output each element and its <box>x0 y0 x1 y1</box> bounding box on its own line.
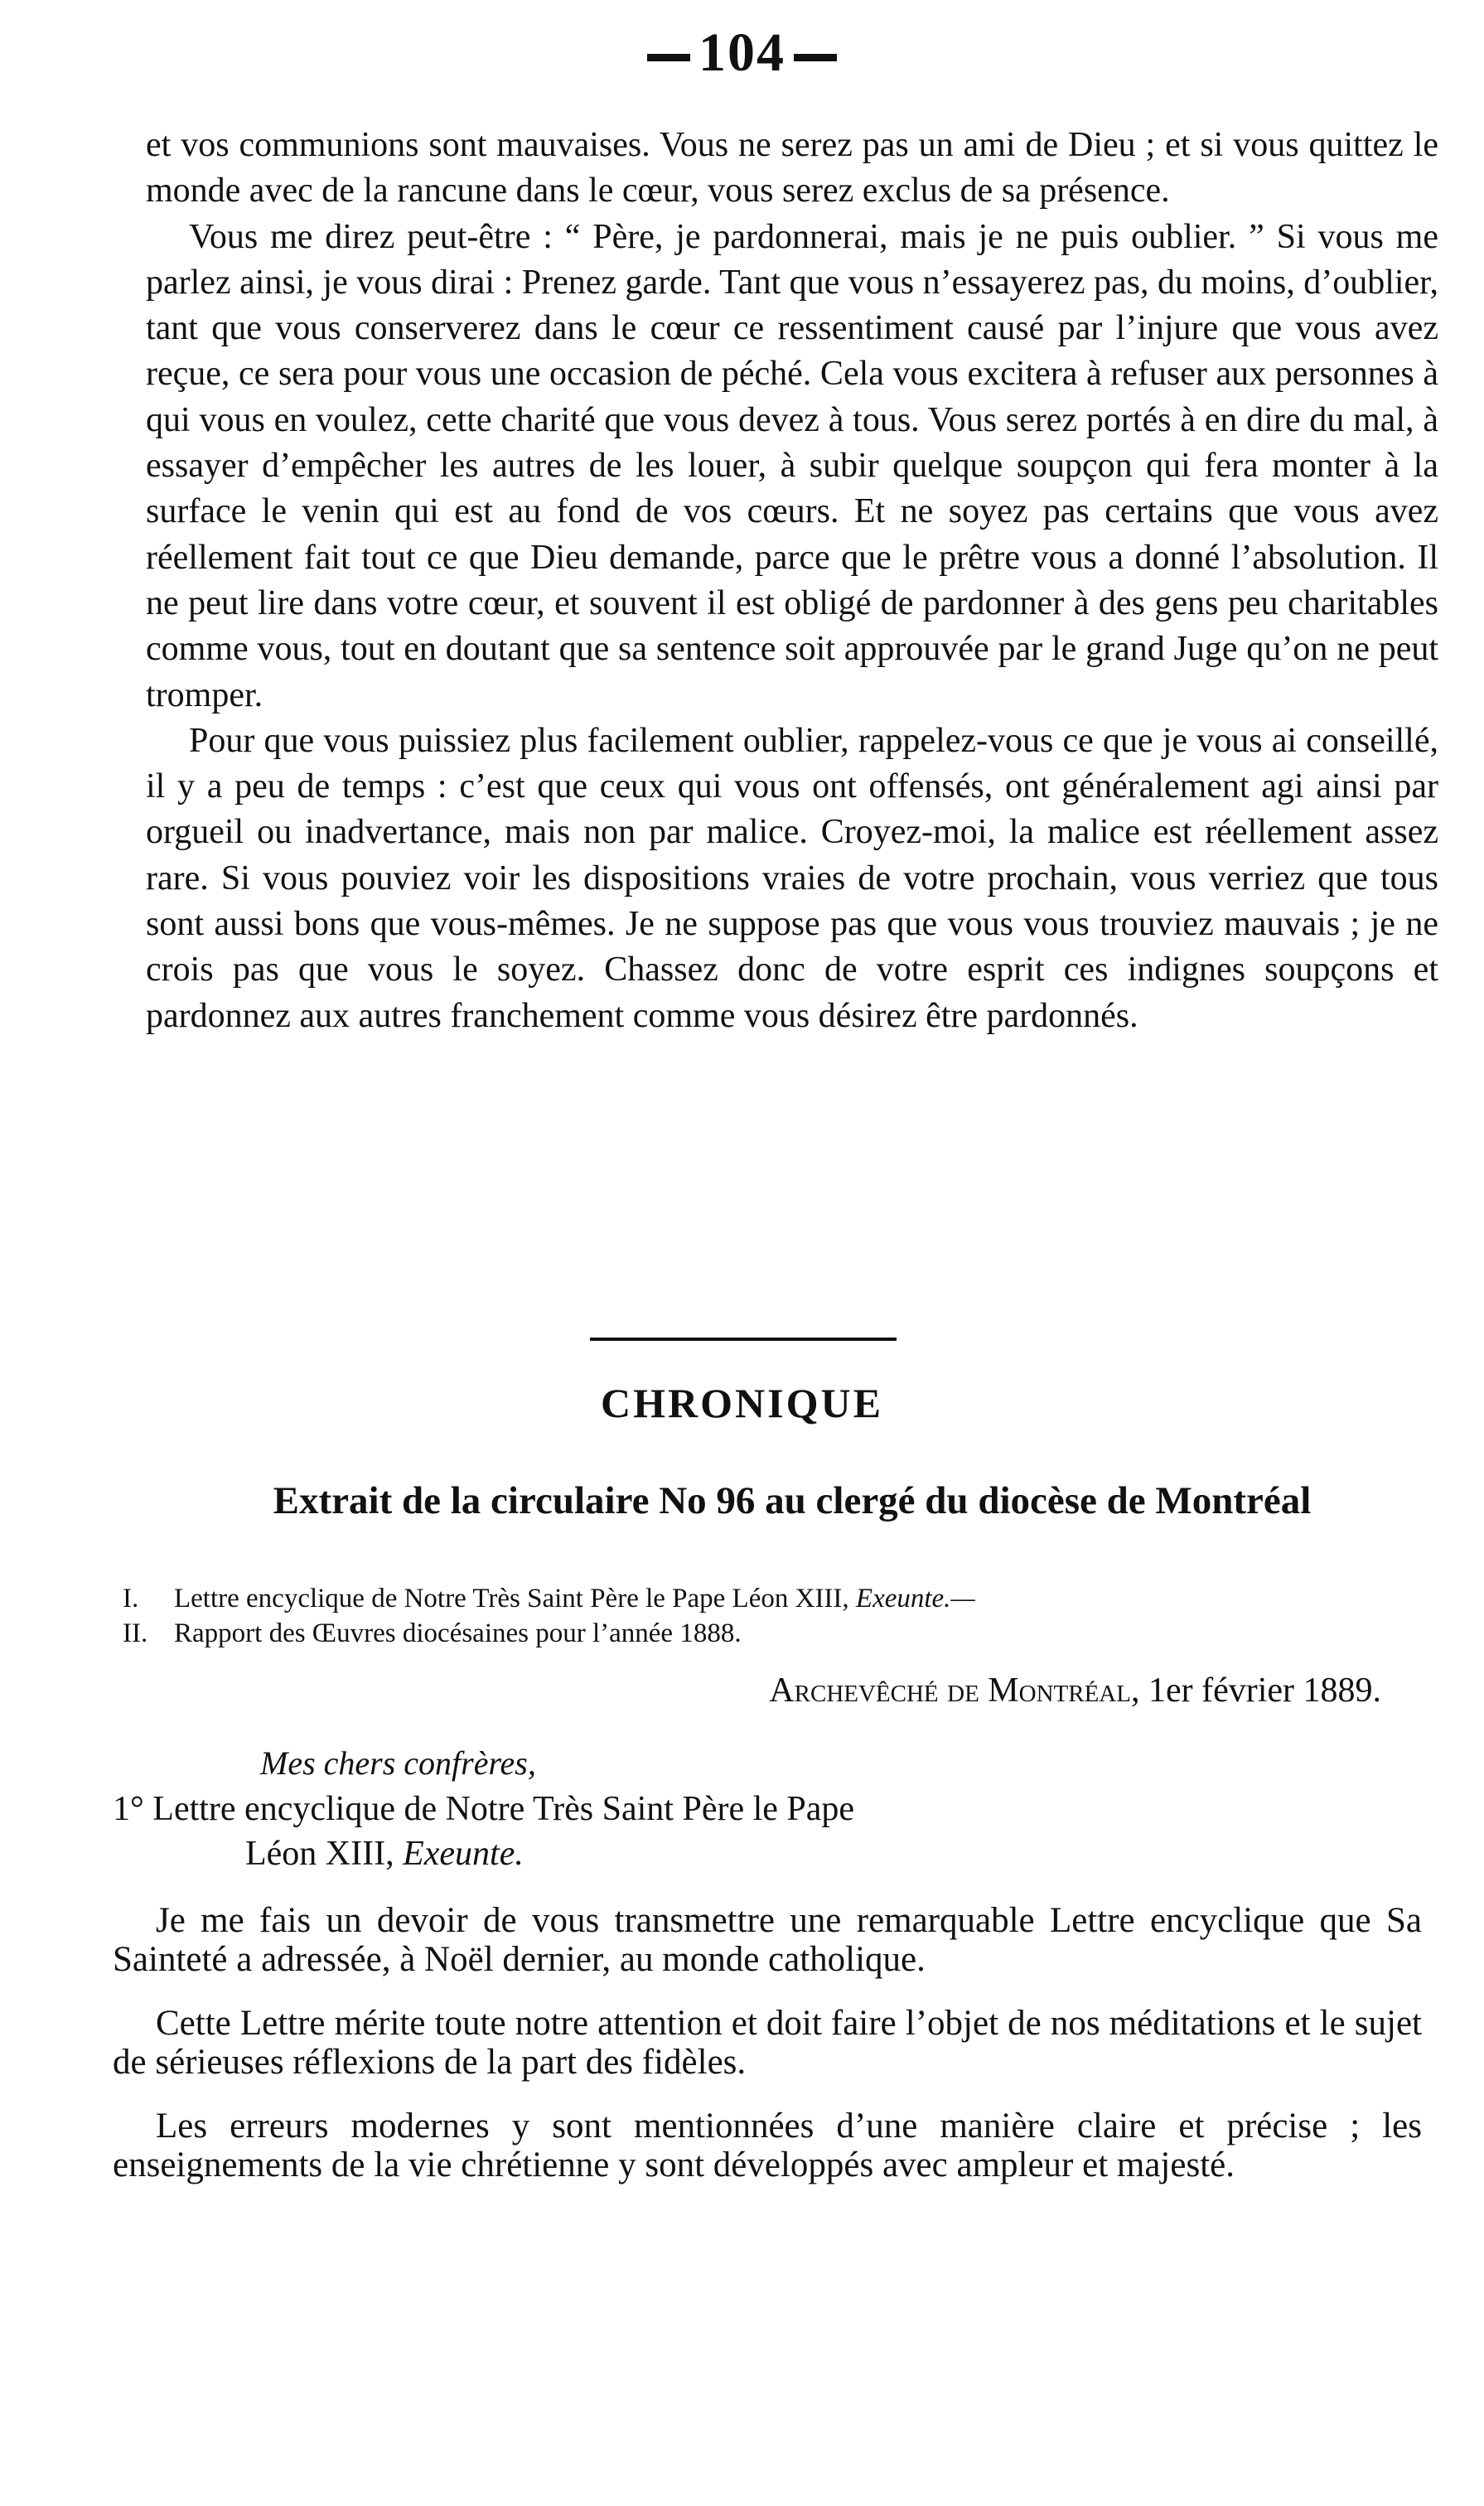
page-number <box>0 22 1484 85</box>
paragraph: Pour que vous puissiez plus facilement oublier, rappelez-vous ce que je vous ai conseillé, il y a peu de temps : c’est que ceux qui vous ont offensés, ont généralement agi ainsi par orgueil ou inadvertance, mais non par malice. Croyez-moi, la malice est réellement assez rare. Si vous pouviez voir les dispositions vraies de votre prochain, vous verriez que tous sont aussi bons que vous-mêmes. Je ne suppose pas que vous vous trouviez mauvais ; je ne crois pas que vous le soyez. Chassez donc de votre esprit ces indignes soupçons et pardonnez aux autres franchement comme vous désirez être pardonnés. <box>146 721 1438 1035</box>
contents-item <box>123 1581 1415 1616</box>
dateline <box>769 1671 1381 1710</box>
contents-number: II. <box>123 1618 148 1648</box>
contents-text-roman: Lettre encyclique de Notre Très Saint Père le Pape Léon XIII, <box>174 1584 856 1613</box>
folio-dash-right <box>794 54 837 61</box>
contents-item <box>123 1616 1415 1651</box>
paragraph: Je me fais un devoir de vous transmettre une remarquable Lettre encyclique que Sa Sainteté a adressée, à Noël dernier, au monde catholique. <box>113 1901 1422 1979</box>
dateline-place: Archevêché de Montréal, <box>769 1671 1140 1710</box>
item-heading-line2 <box>113 1831 854 1876</box>
item-heading-line1: 1° Lettre encyclique de Notre Très Saint Père le Pape <box>113 1790 855 1828</box>
salutation: Mes chers confrères, <box>260 1744 536 1782</box>
paragraph: et vos communions sont mauvaises. Vous ne serez pas un ami de Dieu ; et si vous quittez le monde avec de la rancune dans le cœur, vous serez exclus de sa présence. <box>146 126 1438 210</box>
item-heading <box>113 1787 854 1876</box>
paragraph: Les erreurs modernes y sont mentionnées d’une manière claire et précise ; les enseignements de la vie chrétienne y sont développés avec ampleur et majesté. <box>113 2107 1422 2184</box>
item-heading-italic: Exeunte. <box>403 1835 524 1873</box>
paragraph: Vous me direz peut-être : “ Père, je pardonnerai, mais je ne puis oublier. ” Si vous me parlez ainsi, je vous dirai : Prenez garde. Tant que vous n’essayerez pas, du moins, d’oublier, tant que vous conserverez dans le cœur ce ressentiment causé par l’injure que vous avez reçue, ce sera pour vous une occasion de péché. Cela vous excitera à refuser aux personnes à qui vous en voulez, cette charité que vous devez à tous. Vous serez portés à en dire du mal, à essayer d’empêcher les autres de les louer, à subir quelque soupçon qui fera monter à la surface le venin qui est au fond de vos cœurs. Et ne soyez pas certains que vous avez réellement fait tout ce que Dieu demande, parce que le prêtre vous a donné l’absolution. Il ne peut lire dans votre cœur, et souvent il est obligé de pardonner à des gens peu charitables comme vous, tout en doutant que sa sentence soit approuvée par le grand Juge qu’on ne peut tromper. <box>146 217 1438 714</box>
contents-text: Rapport des Œuvres diocésaines pour l’année 1888. <box>174 1618 742 1648</box>
body-text-top <box>146 123 1438 1039</box>
folio-dash-left <box>647 54 690 61</box>
article-subtitle: Extrait de la circulaire No 96 au clergé du diocèse de Montréal <box>273 1479 1312 1522</box>
contents-text-italic: Exeunte.— <box>855 1584 975 1613</box>
page-number-text: 104 <box>698 22 786 83</box>
contents-text <box>174 1581 975 1616</box>
body-text-bottom <box>113 1901 1422 2209</box>
contents-list <box>123 1581 1415 1651</box>
contents-number: I. <box>123 1584 139 1613</box>
section-divider <box>590 1338 897 1341</box>
section-title: CHRONIQUE <box>601 1380 883 1426</box>
dateline-date: 1er février 1889. <box>1148 1671 1381 1710</box>
paragraph: Cette Lettre mérite toute notre attention et doit faire l’objet de nos méditations et le sujet de sérieuses réflexions de la part des fidèles. <box>113 2004 1422 2082</box>
item-heading-roman: Léon XIII, <box>245 1835 404 1873</box>
